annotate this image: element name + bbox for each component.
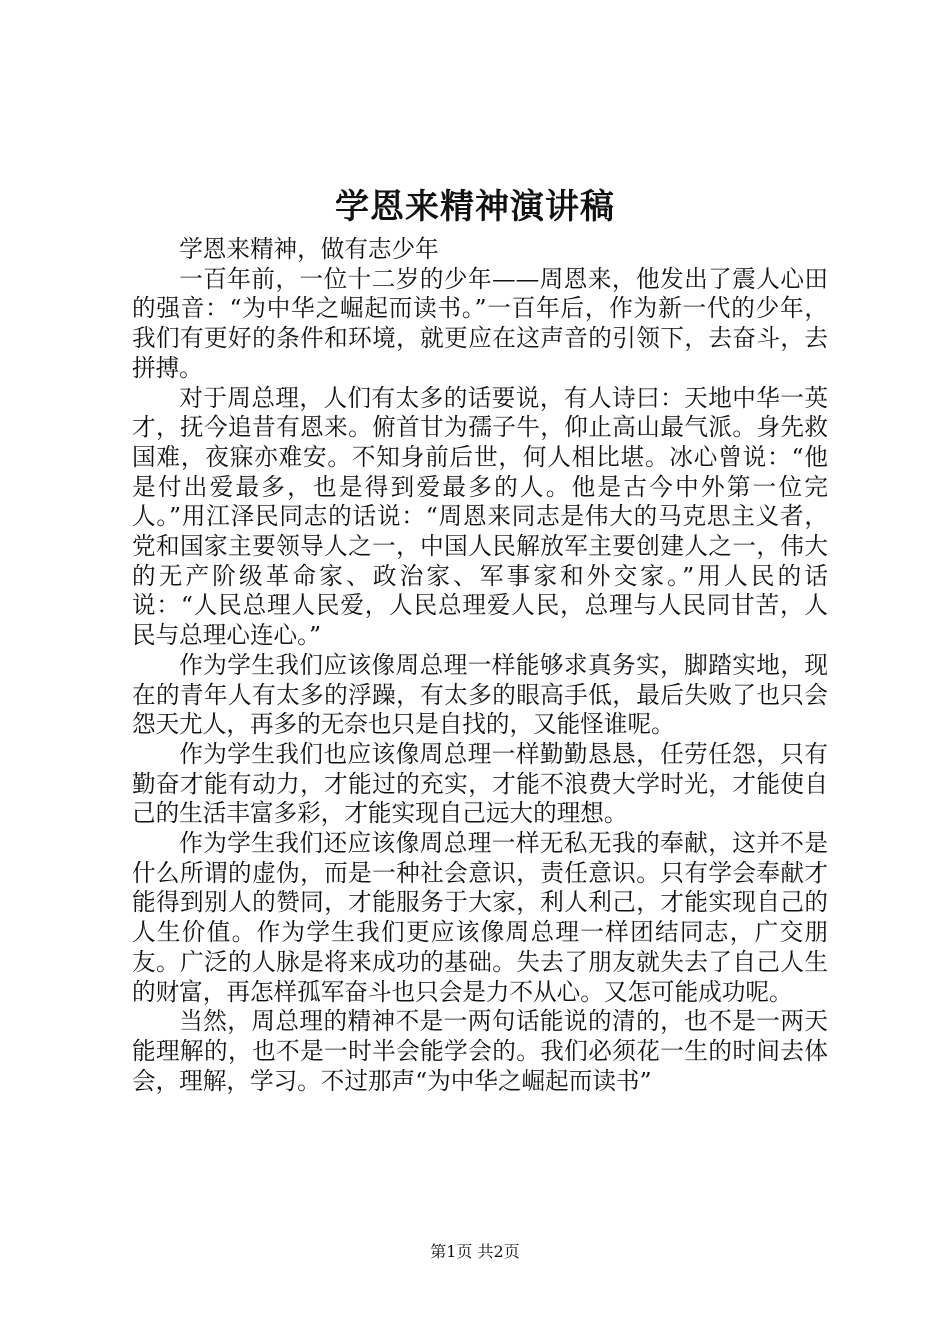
paragraph: 对于周总理，人们有太多的话要说，有人诗曰：天地中华一英才，抚今追昔有恩来。俯首甘为孺子牛，仰止高山最气派。身先救国难，夜寐亦难安。不知身前后世，何人相比堪。冰心曾说：“他是付出爱最多，也是得到爱最多的人。他是古今中外第一位完人。”用江泽民同志的话说：“周恩来同志是伟大的马克思主义者，党和国家主要领导人之一，中国人民解放军主要创建人之一，伟大的无产阶级革命家、政治家、军事家和外交家。”用人民的话说：“人民总理人民爱，人民总理爱人民，总理与人民同甘苦，人民与总理心连心。” bbox=[132, 383, 828, 650]
document-body bbox=[132, 235, 828, 1096]
paragraph-subtitle: 学恩来精神，做有志少年 bbox=[179, 235, 439, 263]
paragraph: 当然，周总理的精神不是一两句话能说的清的，也不是一两天能理解的，也不是一时半会能学会的。我们必须花一生的时间去体会，理解，学习。不过那声“为中华之崛起而读书” bbox=[132, 1007, 828, 1095]
paragraph: 作为学生我们应该像周总理一样能够求真务实，脚踏实地，现在的青年人有太多的浮躁，有太多的眼高手低，最后失败了也只会怨天尤人，再多的无奈也只是自找的，又能怪谁呢。 bbox=[132, 650, 828, 739]
paragraph: 作为学生我们也应该像周总理一样勤勤恳恳，任劳任怨，只有勤奋才能有动力，才能过的充实，才能不浪费大学时光，才能使自己的生活丰富多彩，才能实现自己远大的理想。 bbox=[132, 739, 828, 828]
page-number-footer: 第1页 共2页 bbox=[430, 1242, 520, 1261]
document-title: 学恩来精神演讲稿 bbox=[335, 187, 615, 227]
paragraph: 一百年前，一位十二岁的少年——周恩来，他发出了震人心田的强音：“为中华之崛起而读书。”一百年后，作为新一代的少年，我们有更好的条件和环境，就更应在这声音的引领下，去奋斗，去拼搏。 bbox=[132, 264, 828, 382]
paragraph: 作为学生我们还应该像周总理一样无私无我的奉献，这并不是什么所谓的虚伪，而是一种社会意识，责任意识。只有学会奉献才能得到别人的赞同，才能服务于大家，利人利己，才能实现自己的人生价值。作为学生我们更应该像周总理一样团结同志，广交朋友。广泛的人脉是将来成功的基础。失去了朋友就失去了自己人生的财富，再怎样孤军奋斗也只会是力不从心。又怎可能成功呢。 bbox=[132, 829, 828, 1006]
